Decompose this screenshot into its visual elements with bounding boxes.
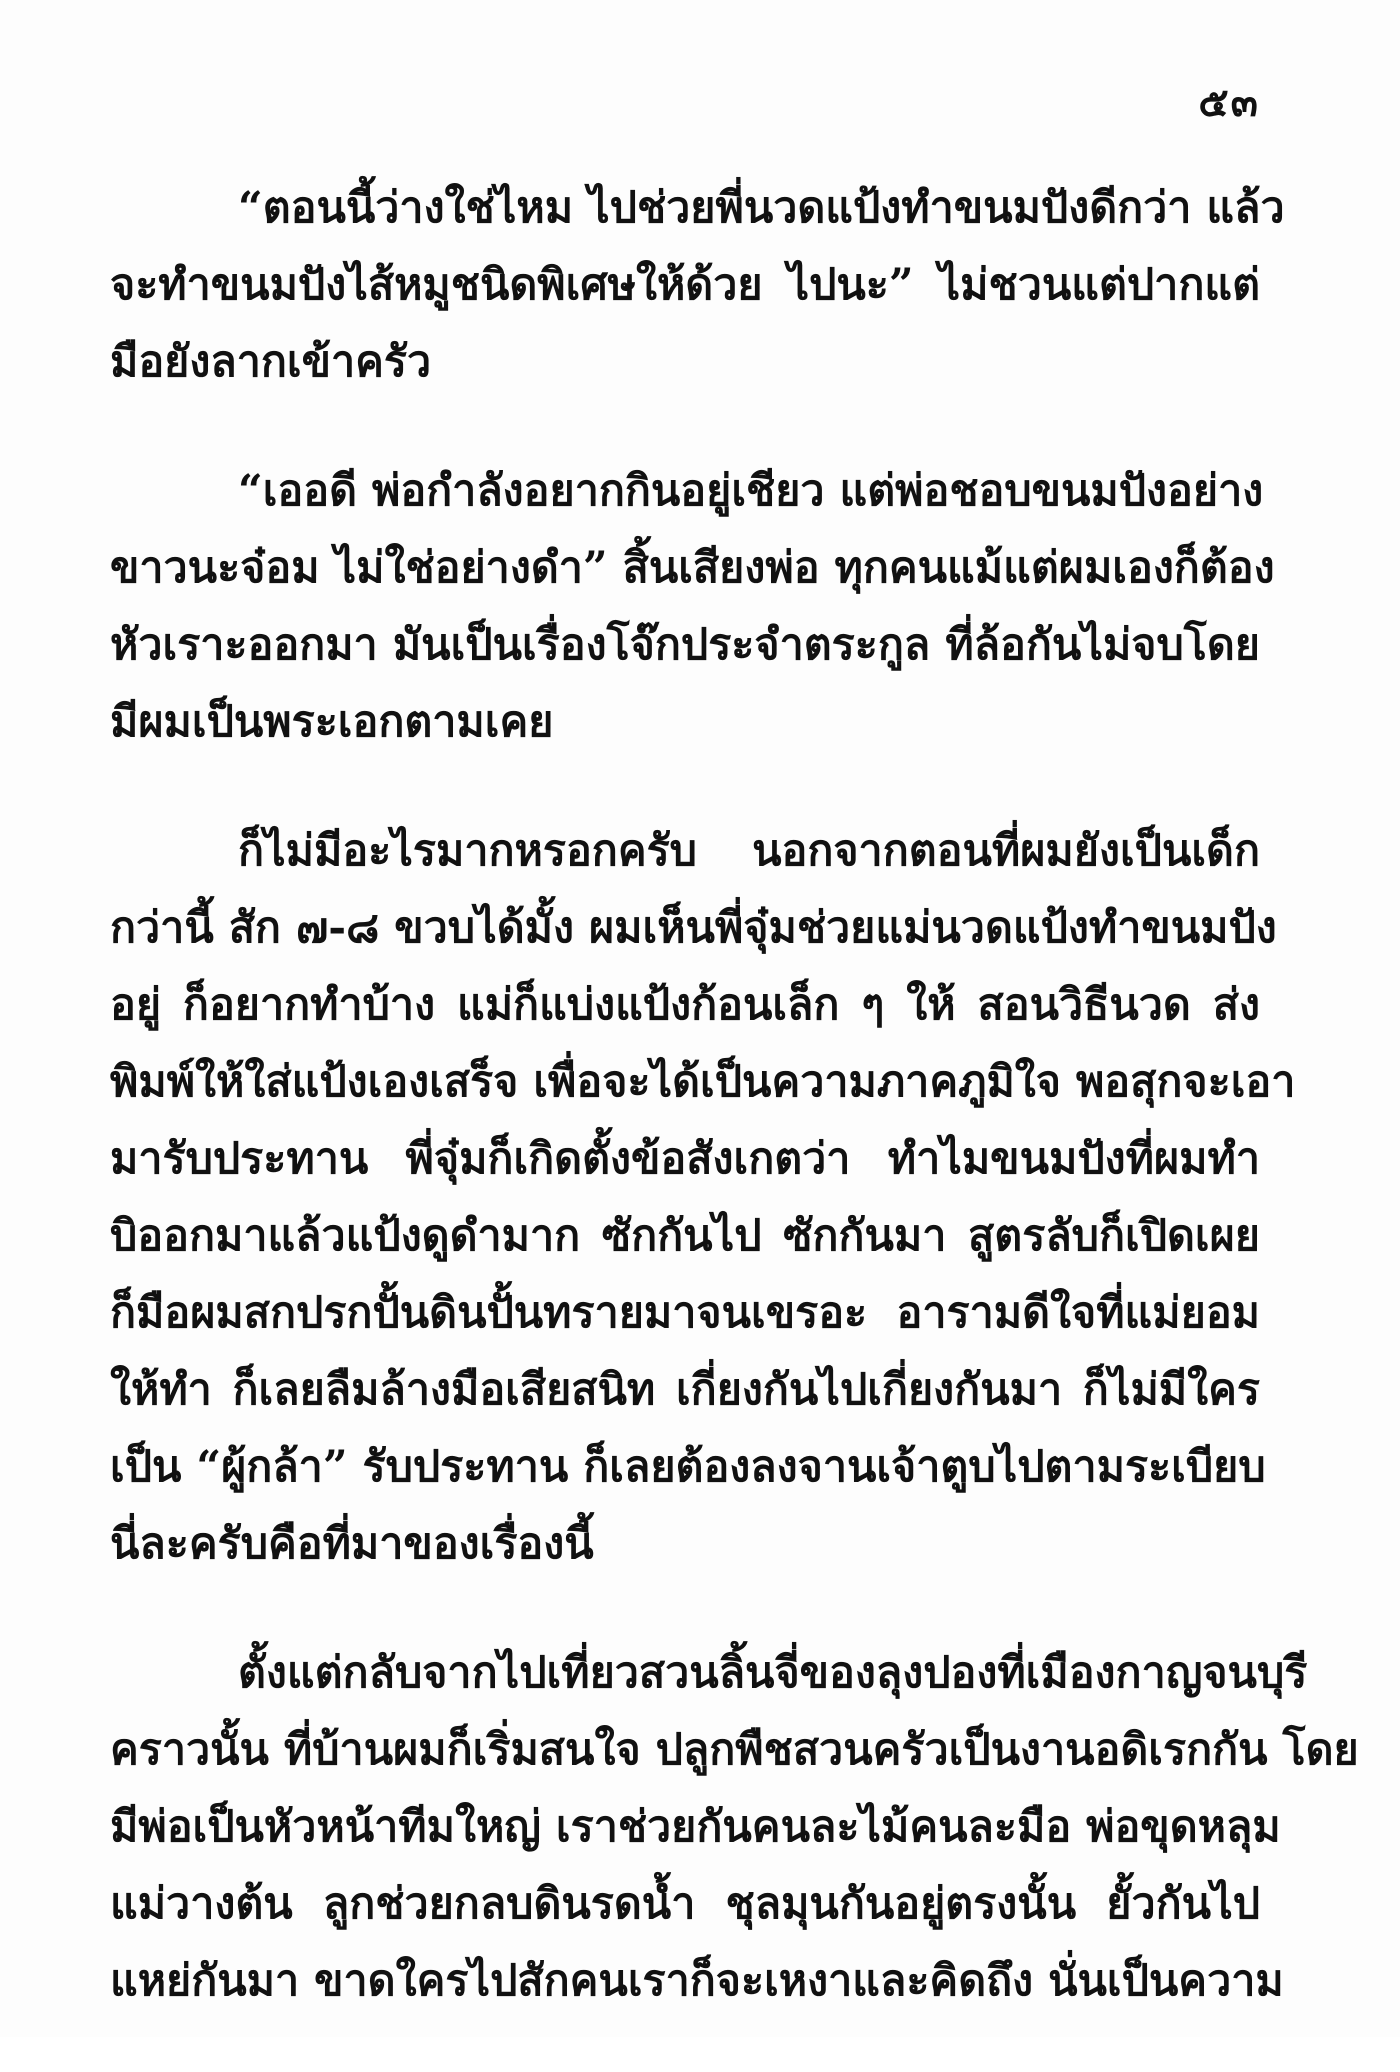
text-line: คราวนั้น ที่บ้านผมก็เริ่มสนใจ ปลูกพืชสวนครัวเป็นงานอดิเรกกัน โดย [110, 1725, 1359, 1775]
text-line: จะทำขนมปังไส้หมูชนิดพิเศษให้ด้วย ไปนะ” ไม่ชวนแต่ปากแต่ [110, 260, 1260, 310]
paragraph [110, 813, 1296, 1583]
text-line: หัวเราะออกมา มันเป็นเรื่องโจ๊กประจำตระกูล ที่ล้อกันไม่จบโดย [110, 620, 1260, 670]
text-line: นี่ละครับคือที่มาของเรื่องนี้ [110, 1519, 594, 1569]
text-line: ให้ทำ ก็เลยลืมล้างมือเสียสนิท เกี่ยงกันไปเกี่ยงกันมา ก็ไม่มีใคร [110, 1365, 1260, 1415]
text-line: อยู่ ก็อยากทำบ้าง แม่ก็แบ่งแป้งก้อนเล็ก ๆ ให้ สอนวิธีนวด ส่ง [110, 980, 1260, 1030]
page-number: ๕๓ [1198, 79, 1260, 126]
text-line: กว่านี้ สัก ๗-๘ ขวบได้มั้ง ผมเห็นพี่จุ๋มช่วยแม่นวดแป้งทำขนมปัง [110, 903, 1277, 953]
body-text [110, 170, 1359, 2072]
text-line: มือยังลากเข้าครัว [110, 337, 432, 387]
text-line: แม่วางต้น ลูกช่วยกลบดินรดน้ำ ชุลมุนกันอยู่ตรงนั้น ยั้วกันไป [110, 1879, 1260, 1929]
paragraph [110, 453, 1275, 761]
paragraph [110, 170, 1285, 401]
text-line: บิออกมาแล้วแป้งดูดำมาก ซักกันไป ซักกันมา สูตรลับก็เปิดเผย [110, 1211, 1260, 1261]
paragraph [110, 1635, 1359, 2020]
text-line: เป็น “ผู้กล้า” รับประทาน ก็เลยต้องลงจานเจ้าตูบไปตามระเบียบ [110, 1442, 1266, 1492]
text-line: “เออดี พ่อกำลังอยากกินอยู่เชียว แต่พ่อชอบขนมปังอย่าง [238, 466, 1264, 516]
text-line: แหย่กันมา ขาดใครไปสักคนเราก็จะเหงาและคิดถึง นั่นเป็นความ [110, 1956, 1284, 2006]
text-line: มีผมเป็นพระเอกตามเคย [110, 697, 554, 747]
text-line: พิมพ์ให้ใส่แป้งเองเสร็จ เพื่อจะได้เป็นความภาคภูมิใจ พอสุกจะเอา [110, 1057, 1296, 1107]
text-line: ตั้งแต่กลับจากไปเที่ยวสวนลิ้นจี่ของลุงปองที่เมืองกาญจนบุรี [238, 1648, 1308, 1698]
text-line: ก็ไม่มีอะไรมากหรอกครับ นอกจากตอนที่ผมยังเป็นเด็ก [238, 826, 1260, 876]
text-line: “ตอนนี้ว่างใช่ไหม ไปช่วยพี่นวดแป้งทำขนมปังดีกว่า แล้ว [238, 183, 1285, 233]
text-line: ขาวนะจ๋อม ไม่ใช่อย่างดำ” สิ้นเสียงพ่อ ทุกคนแม้แต่ผมเองก็ต้อง [110, 543, 1275, 593]
text-line: มารับประทาน พี่จุ๋มก็เกิดตั้งข้อสังเกตว่า ทำไมขนมปังที่ผมทำ [110, 1134, 1260, 1184]
text-line: ก็มือผมสกปรกปั้นดินปั้นทรายมาจนเขรอะ อารามดีใจที่แม่ยอม [110, 1288, 1260, 1338]
text-line: มีพ่อเป็นหัวหน้าทีมใหญ่ เราช่วยกันคนละไม้คนละมือ พ่อขุดหลุม [110, 1802, 1281, 1852]
